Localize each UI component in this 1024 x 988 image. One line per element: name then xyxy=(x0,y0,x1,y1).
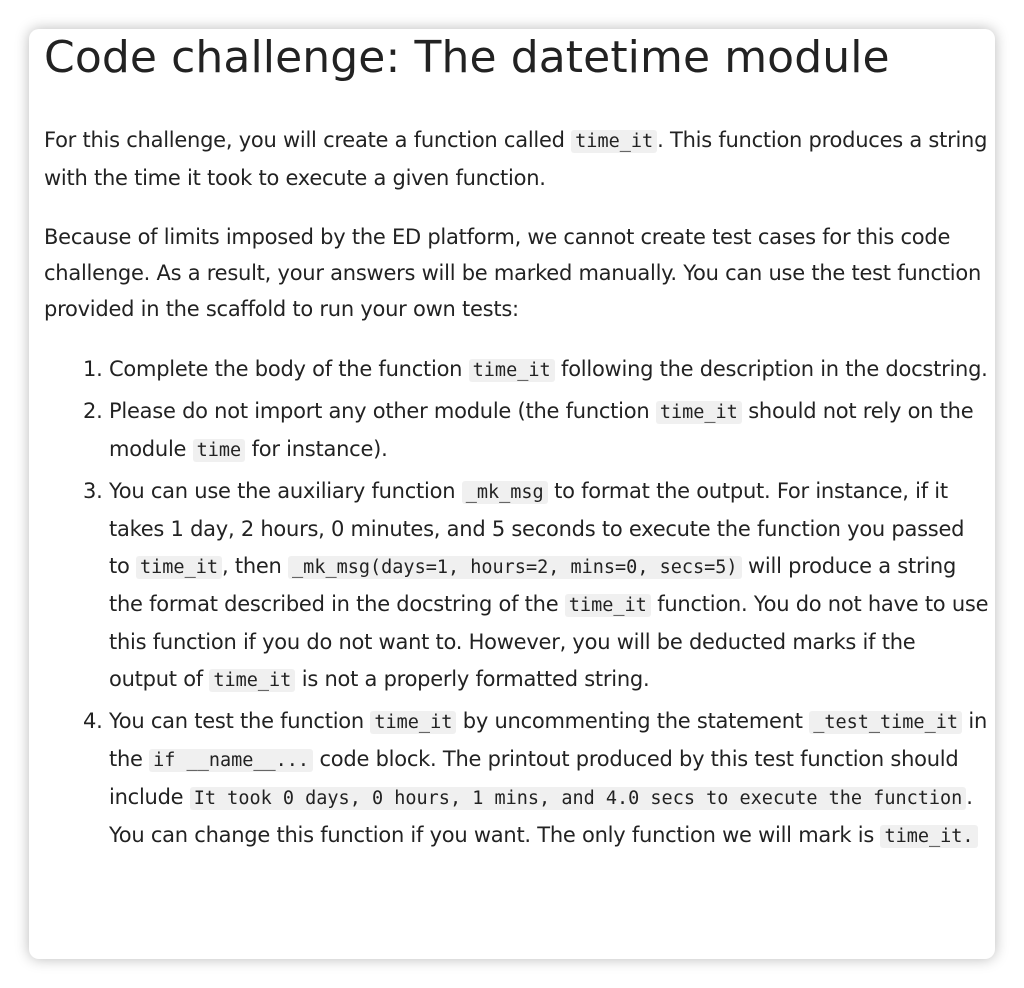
step-text: by uncommenting the statement xyxy=(456,709,810,733)
list-item xyxy=(109,473,989,699)
inline-code: time_it. xyxy=(880,825,977,848)
inline-code: time_it xyxy=(656,401,742,424)
step-text: in the xyxy=(109,709,988,771)
intro-text: For this challenge, you will create a function called xyxy=(44,128,572,152)
step-text: is not a properly formatted string. xyxy=(295,667,650,691)
step-text: Complete the body of the function xyxy=(109,357,469,381)
step-text: . You can change this function if you want. The only function we will mark is xyxy=(109,785,973,847)
intro-paragraph xyxy=(44,122,989,196)
list-item xyxy=(109,351,989,389)
step-text: will produce a string the format described in the docstring of the xyxy=(109,554,957,616)
challenge-card xyxy=(29,29,995,959)
inline-code: _mk_msg(days=1, hours=2, mins=0, secs=5) xyxy=(288,556,742,579)
inline-code: time xyxy=(193,439,246,462)
page-title: Code challenge: The datetime module xyxy=(44,32,890,83)
inline-code: time_it xyxy=(370,711,456,734)
step-text: for instance). xyxy=(245,437,388,461)
inline-code: if __name__... xyxy=(149,749,313,772)
inline-code: time_it xyxy=(136,556,222,579)
inline-code: time_it xyxy=(469,359,555,382)
inline-code: time_it xyxy=(209,669,295,692)
step-text: following the description in the docstring. xyxy=(554,357,988,381)
step-text: code block. The printout produced by this test function should include xyxy=(109,747,959,809)
inline-code: _mk_msg xyxy=(462,481,548,504)
list-item xyxy=(109,393,989,469)
limits-paragraph: Because of limits imposed by the ED platform, we cannot create test cases for this code challenge. As a result, your answers will be marked manually. You can use the test function provided in the scaffold to run your own tests: xyxy=(44,225,982,321)
step-text: to format the output. For instance, if it takes 1 day, 2 hours, 0 minutes, and 5 seconds to execute the function you passed to xyxy=(109,479,965,578)
inline-code: It took 0 days, 0 hours, 1 mins, and 4.0 secs to execute the function xyxy=(190,787,967,810)
challenge-content xyxy=(44,29,989,859)
step-text: function. You do not have to use this function if you do not want to. However, you will be deducted marks if the output of xyxy=(109,592,989,691)
inline-code: time_it xyxy=(565,594,651,617)
step-text: should not rely on the module xyxy=(109,399,974,461)
step-text: You can test the function xyxy=(109,709,371,733)
inline-code: time_it xyxy=(571,130,657,153)
step-text: Please do not import any other module (the function xyxy=(109,399,656,423)
step-text: , then xyxy=(221,554,289,578)
inline-code: _test_time_it xyxy=(809,711,962,734)
list-item xyxy=(109,703,989,855)
step-text: You can use the auxiliary function xyxy=(109,479,462,503)
intro-text: . This function produces a string with the time it took to execute a given function. xyxy=(44,128,988,190)
instructions-list xyxy=(44,351,989,855)
